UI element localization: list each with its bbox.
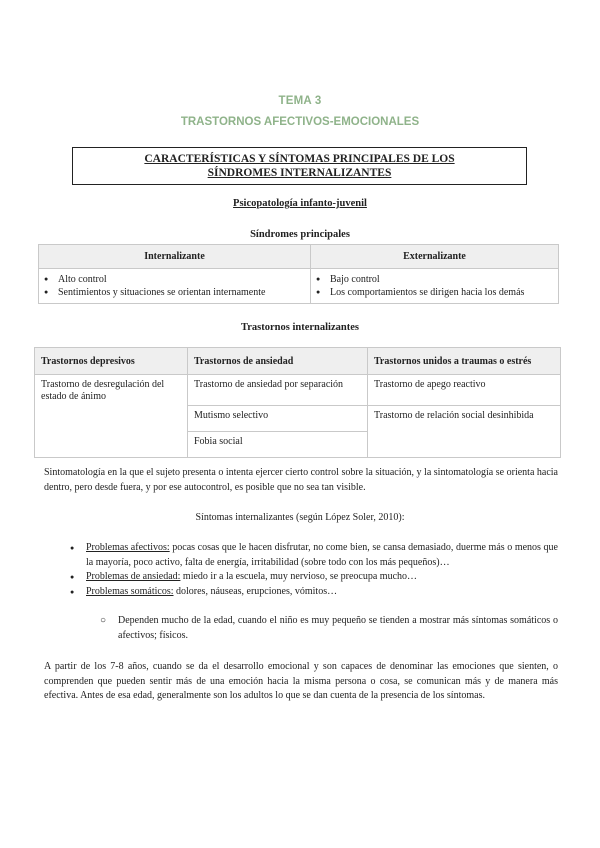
boxed-title-line1: CARACTERÍSTICAS Y SÍNTOMAS PRINCIPALES DE LOS [144, 153, 455, 165]
table-header: Trastornos depresivos [35, 348, 188, 375]
table-cell: Trastorno de ansiedad por separación [188, 375, 368, 406]
table-header: Internalizante [39, 245, 311, 269]
table-header: Trastornos unidos a traumas o estrés [368, 348, 561, 375]
trastornos-table [34, 347, 561, 458]
table-cell [311, 269, 559, 304]
table-header: Externalizante [311, 245, 559, 269]
list-item: ● Los comportamientos se dirigen hacia los demás [316, 286, 553, 299]
sub-bullet-text: Dependen mucho de la edad, cuando el niño es muy pequeño se tienden a mostrar más síntomas somáticos o afectivos; físicos. [118, 615, 558, 641]
item-text: miedo ir a la escuela, muy nervioso, se preocupa mucho… [180, 571, 418, 582]
paragraph-sintomatologia: Sintomatología en la que el sujeto presenta o intenta ejercer cierto control sobre la situación, y la sintomatología se orienta hacia dentro, pero desde fuera, y por ese autocontrol, es posible que no sea tan visible. [44, 467, 558, 493]
boxed-title-line2: SÍNDROMES INTERNALIZANTES [207, 167, 392, 179]
sub-bullet [100, 614, 558, 643]
item-label: Problemas de ansiedad: [86, 571, 181, 582]
circle-bullet-icon: ○ [100, 615, 107, 626]
item-text: dolores, náuseas, erupciones, vómitos… [173, 585, 338, 597]
item-label: Problemas afectivos: [86, 542, 170, 553]
subject-title: Psicopatología infanto-juvenil [233, 198, 367, 209]
table-cell: Trastorno de apego reactivo [368, 375, 561, 406]
topic-title: TRASTORNOS AFECTIVOS-EMOCIONALES [180, 116, 420, 128]
sintomas-title: Síntomas internalizantes (según López Soler, 2010): [195, 512, 405, 523]
table-cell: Fobia social [188, 432, 368, 458]
list-item [70, 570, 558, 585]
table-cell: Trastorno de desregulación del estado de ánimo [35, 375, 188, 458]
table-cell: Trastorno de relación social desinhibida [368, 406, 561, 458]
list-item: ● Bajo control [316, 273, 553, 286]
list-item: ● Sentimientos y situaciones se orientan internamente [44, 286, 305, 299]
list-item [70, 585, 558, 600]
sindromes-table [38, 244, 559, 304]
sintomas-list [70, 541, 558, 599]
topic-number: TEMA 3 [278, 95, 322, 107]
trastornos-title: Trastornos internalizantes [241, 322, 359, 333]
table-cell: Mutismo selectivo [188, 406, 368, 432]
sindromes-title: Síndromes principales [250, 229, 350, 240]
boxed-title [72, 147, 527, 185]
list-item [70, 541, 558, 570]
table-header: Trastornos de ansiedad [188, 348, 368, 375]
item-label: Problemas somáticos: [86, 585, 174, 597]
paragraph-edad: A partir de los 7-8 años, cuando se da el desarrollo emocional y son capaces de denominar las emociones que sienten, o comprenden que pueden sentir más de una emoción hacia la misma persona o cosa, se comunican más y de manera más efectiva. Antes de esa edad, generalmente son los adultos lo que se dan cuenta de la presencia de los síntomas. [44, 661, 558, 701]
item-text: pocas cosas que le hacen disfrutar, no come bien, se cansa demasiado, duerme más o menos que la mayoría, poco activo, falta de energía, irritabilidad (sobre todo con los más pequeños)… [86, 542, 558, 568]
table-cell [39, 269, 311, 304]
list-item: ● Alto control [44, 273, 305, 286]
